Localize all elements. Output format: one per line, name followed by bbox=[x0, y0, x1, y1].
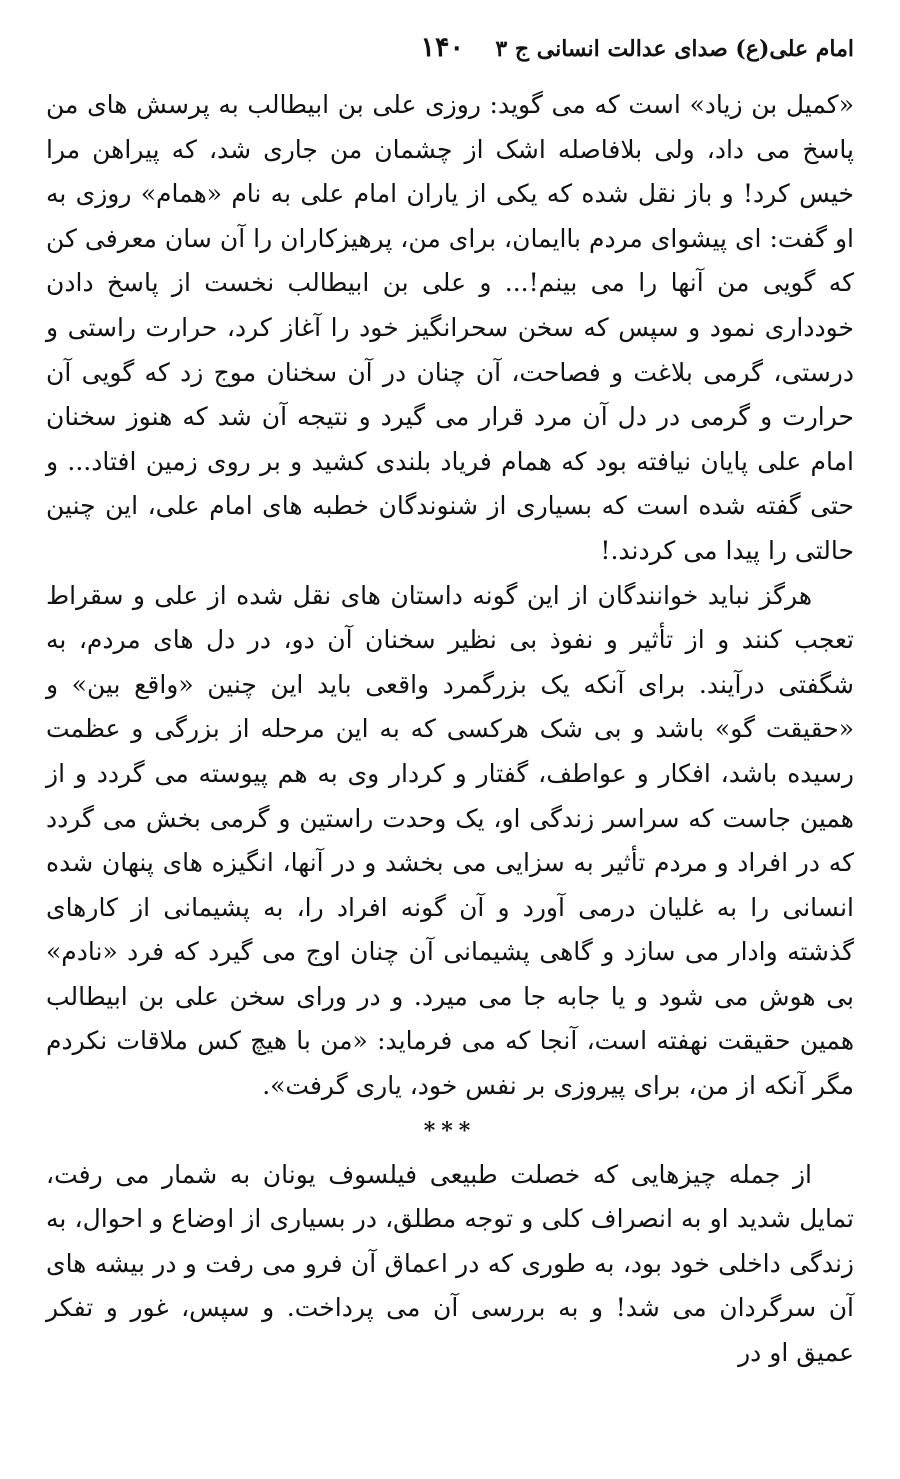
paragraph-3: از جمله چیزهایی که خصلت طبیعی فیلسوف یونان به شمار می رفت، تمایل شدید او به انصراف کلی و توجه مطلق، در بسیاری از اوضاع و احوال، به زندگی داخلی خود بود، به طوری که در اعماق آن فرو می رفت و در بیشه های آن سرگردان می شد! و به بررسی آن می پرداخت. و سپس، غور و تفکر عمیق او در bbox=[46, 1159, 854, 1368]
book-title: امام علی(ع) صدای عدالت انسانی ج ۳ bbox=[495, 36, 854, 62]
section-separator: *** bbox=[423, 1117, 477, 1144]
running-header bbox=[40, 28, 854, 68]
paragraph-2: هرگز نباید خوانندگان از این گونه داستان های نقل شده از علی و سقراط تعجب کنند و از تأثیر و نفوذ بی نظیر سخنان آن دو، در دل های مردم، به شگفتی درآیند. برای آنکه یک بزرگمرد واقعی باید این چنین «واقع بین» و «حقیقت گو» باشد و بی شک هرکسی که به این مرحله از بزرگی و عظمت رسیده باشد، افکار و عواطف، گفتار و کردار وی به هم پیوسته می گردد و از همین جاست که سراسر زندگی او، یک وحدت راستین و گرمی بخش می گردد که در افراد و مردم تأثیر به سزایی می بخشد و در آنها، انگیزه های پنهان شده انسانی را به غلیان درمی آورد و آن گونه افراد را، به پشیمانی از کارهای گذشته وادار می سازد و گاهی پشیمانی آن چنان اوج می گیرد که فرد «نادم» بی هوش می شود و یا جابه جا می میرد. و در ورای سخن علی بن ابیطالب همین حقیقت نهفته است، آنجا که می فرماید: «من با هیچ کس ملاقات نکردم مگر آنکه از من، برای پیروزی بر نفس خود، یاری گرفت». bbox=[46, 580, 854, 1101]
paragraph-1: «کمیل بن زیاد» است که می گوید: روزی علی بن ابیطالب به پرسش های من پاسخ می داد، ولی بلافاصله اشک از چشمان من جاری شد، که پیراهن مرا خیس کرد! و باز نقل شده که یکی از یاران امام علی به نام «همام» روزی به او گفت: ای پیشوای مردم باایمان، برای من، پرهیزکاران را آن سان معرفی کن که گویی من آنها را می بینم!... و علی بن ابیطالب نخست از پاسخ دادن خودداری نمود و سپس که سخن سحرانگیز خود را آغاز کرد، حرارت راستی و درستی، گرمی بلاغت و فصاحت، آن چنان در آن سخنان موج زد که گویی آن حرارت و گرمی در دل آن مرد قرار می گیرد و نتیجه آن شد که هنوز سخنان امام علی پایان نیافته بود که همام فریاد بلندی کشید و بر روی زمین افتاد... و حتی گفته شده است که بسیاری از شنوندگان خطبه های امام علی، این چنین حالتی را پیدا می کردند.! bbox=[46, 90, 854, 565]
page-number: ۱۴۰ bbox=[420, 32, 464, 63]
body-text bbox=[46, 83, 854, 1376]
